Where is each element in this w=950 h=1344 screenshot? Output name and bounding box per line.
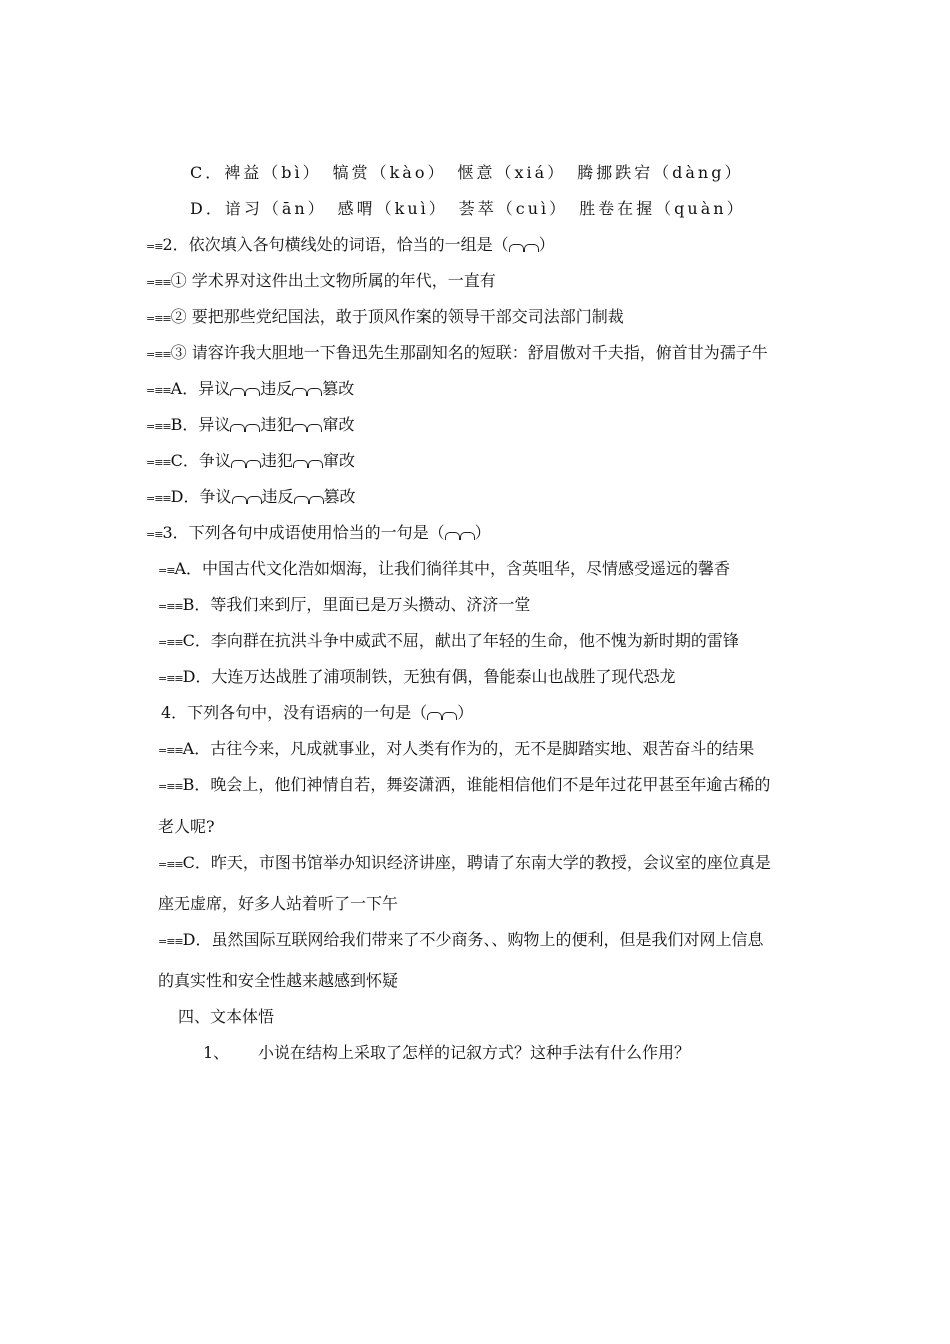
q4-option-b-line1: =≡≡B．晚会上，他们神情自若，舞姿潇洒，谁能相信他们不是年过花甲甚至年逾古稀的 <box>158 775 771 794</box>
q3-option-d: =≡≡D．大连万达战胜了浦项制铁，无独有偶，鲁能泰山也战胜了现代恐龙 <box>158 667 676 686</box>
q2-sentence-1: =≡≡① 学术界对这件出土文物所属的年代，一直有 <box>146 271 496 290</box>
q2-option-c: =≡≡C．争议 违犯 窜改 <box>146 451 355 470</box>
q4-option-d-line1: =≡≡D．虽然国际互联网给我们带来了不少商务、、购物上的便利，但是我们对网上信息 <box>158 930 764 949</box>
q4-option-b-line2: 老人呢? <box>158 817 215 836</box>
q4-option-c-line2: 座无虚席，好多人站着听了一下午 <box>158 894 399 913</box>
q1-option-c: C．裨益（bì） 犒赏（kào） 惬意（xiá） 腾挪跌宕（dàng） <box>190 163 744 182</box>
q2-option-d: =≡≡D．争议 违反 篡改 <box>146 487 356 506</box>
q3-option-a: =≡A．中国古代文化浩如烟海，让我们徜徉其中，含英咀华，尽情感受遥远的馨香 <box>158 559 730 578</box>
q3-option-b: =≡≡B．等我们来到厅，里面已是万头攒动、济济一堂 <box>158 595 531 614</box>
question-number: 1、 <box>203 1043 230 1062</box>
q2-option-b: =≡≡B．异议 违犯 窜改 <box>146 415 355 434</box>
q3-option-c: =≡≡C．李向群在抗洪斗争中威武不屈，献出了年轻的生命，他不愧为新时期的雷锋 <box>158 631 739 650</box>
q4-option-c-line1: =≡≡C．昨天，市图书馆举办知识经济讲座，聘请了东南大学的教授，会议室的座位真是 <box>158 853 771 872</box>
q3-stem: =≡3．下列各句中成语使用恰当的一句是（ ） <box>146 523 491 542</box>
q4-stem: 4．下列各句中，没有语病的一句是（ ） <box>161 703 474 722</box>
q2-sentence-3: =≡≡③ 请容许我大胆地一下鲁迅先生那副知名的短联：舒眉傲对千夫指，俯首甘为孺子牛 <box>146 343 768 362</box>
q2-sentence-2: =≡≡② 要把那些党纪国法，敢于顶风作案的领导干部交司法部门制裁 <box>146 307 624 326</box>
question-text: 小说在结构上采取了怎样的记叙方式？这种手法有什么作用？ <box>258 1043 691 1062</box>
q2-stem: =≡2．依次填入各句横线处的词语，恰当的一组是（ ） <box>146 235 555 254</box>
q2-option-a: =≡≡A．异议 违反 篡改 <box>146 379 355 398</box>
section-heading: 四、文本体悟 <box>178 1007 275 1026</box>
q4-option-d-line2: 的真实性和安全性越来越感到怀疑 <box>158 971 399 990</box>
q1-option-d: D．谙习（ān） 感喟（kuì） 荟萃（cuì） 胜卷在握（quàn） <box>190 199 746 218</box>
q4-option-a: =≡≡A．古往今来，凡成就事业，对人类有作为的，无不是脚踏实地、艰苦奋斗的结果 <box>158 739 755 758</box>
